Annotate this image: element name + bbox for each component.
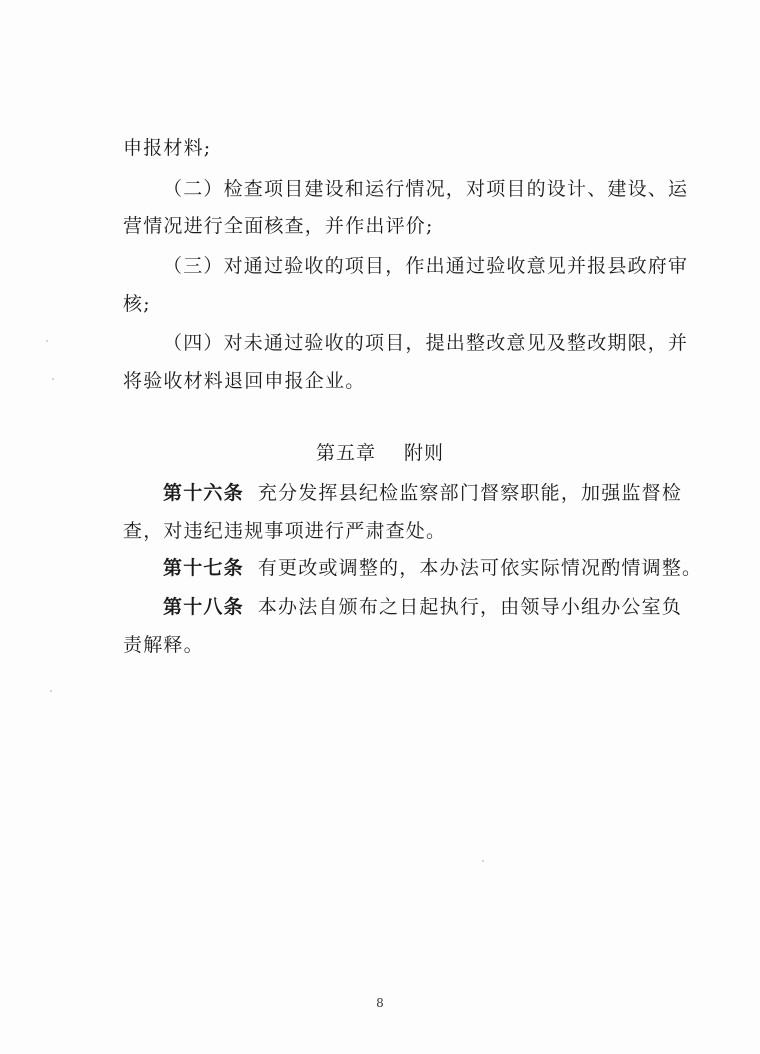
article-text: 有更改或调整的，本办法可依实际情况酌情调整。 bbox=[257, 557, 703, 579]
scan-speck bbox=[482, 860, 484, 862]
article-number: 第十七条 bbox=[163, 557, 244, 579]
body-line: （三）对通过验收的项目，作出通过验收意见并报县政府审 bbox=[163, 255, 689, 277]
article-text: 充分发挥县纪检监察部门督察职能，加强监督检 bbox=[257, 482, 683, 504]
body-line: 申报材料; bbox=[123, 137, 212, 159]
body-line: 将验收材料退回申报企业。 bbox=[123, 370, 366, 392]
body-line: 营情况进行全面核查，并作出评价; bbox=[123, 215, 434, 237]
article-16-line-1 bbox=[163, 480, 682, 506]
body-line: （四）对未通过验收的项目，提出整改意见及整改期限，并 bbox=[163, 332, 689, 354]
scan-speck bbox=[46, 340, 48, 342]
scan-speck bbox=[52, 378, 54, 380]
body-line: 核; bbox=[123, 293, 151, 315]
chapter-heading bbox=[0, 440, 760, 466]
article-number: 第十六条 bbox=[163, 482, 244, 504]
chapter-title: 附则 bbox=[404, 442, 445, 464]
article-number: 第十八条 bbox=[163, 596, 244, 618]
page-number: 8 bbox=[376, 996, 384, 1010]
article-text: 本办法自颁布之日起执行，由领导小组办公室负 bbox=[257, 596, 683, 618]
article-16-line-2: 查，对违纪违规事项进行严肃查处。 bbox=[123, 520, 447, 542]
chapter-number: 第五章 bbox=[315, 442, 376, 464]
article-17-line-1 bbox=[163, 555, 702, 581]
article-18-line-1 bbox=[163, 594, 682, 620]
body-line: （二）检查项目建设和运行情况，对项目的设计、建设、运 bbox=[163, 178, 689, 200]
scan-speck bbox=[50, 690, 52, 692]
article-18-line-2: 责解释。 bbox=[123, 634, 204, 656]
